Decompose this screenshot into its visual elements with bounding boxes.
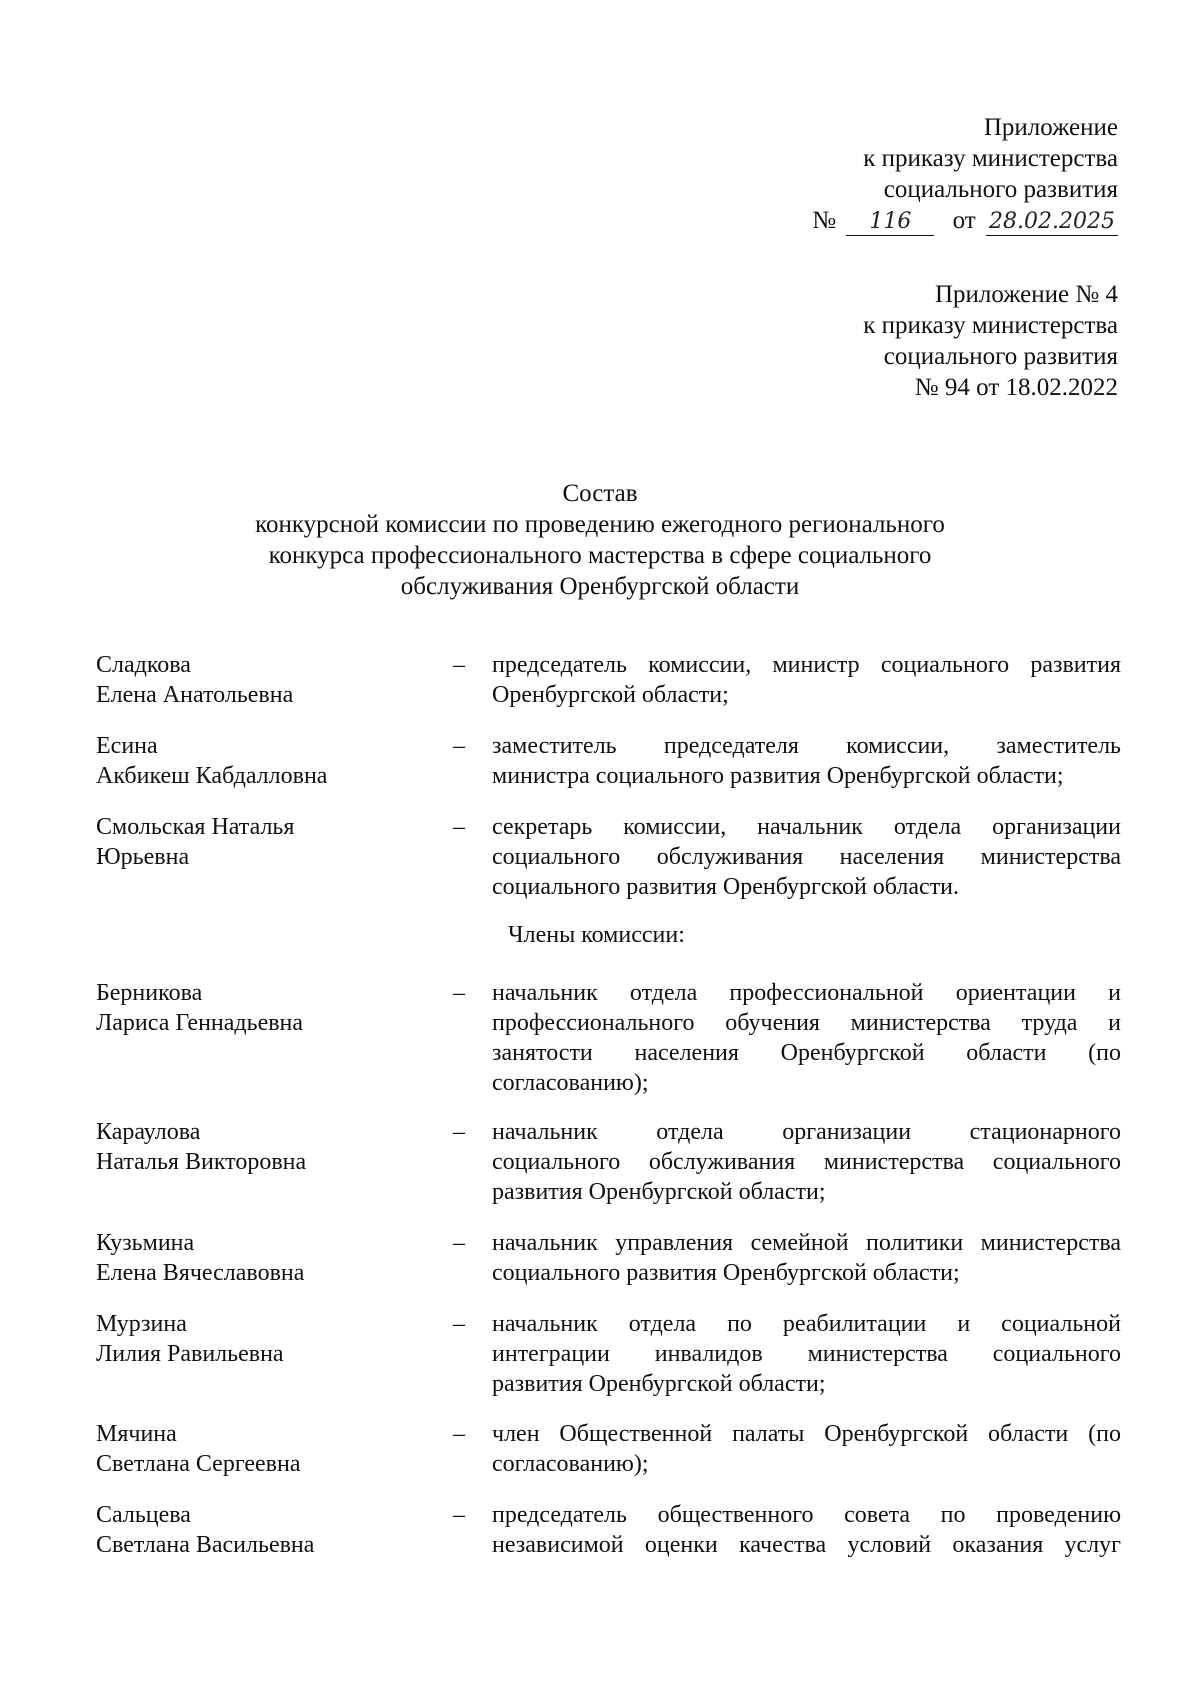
- person-name-line: Лариса Геннадьевна: [96, 1010, 304, 1036]
- dash-separator: –: [453, 814, 465, 840]
- person-role: [492, 1228, 1121, 1288]
- person-name-line: Наталья Викторовна: [96, 1149, 307, 1175]
- dash-separator: –: [453, 1230, 465, 1256]
- person-role-line: начальник отдела по реабилитации и социальной: [492, 1311, 1121, 1337]
- roster-row: [96, 1117, 1121, 1207]
- person-role: [492, 1500, 1121, 1560]
- person-role-line: согласованию);: [492, 1070, 649, 1096]
- person-role: [492, 1117, 1121, 1207]
- person-name-line: Светлана Васильевна: [96, 1532, 315, 1558]
- appendix-current-line3: социального развития: [883, 176, 1118, 203]
- person-role-line: председатель общественного совета по проведению: [492, 1502, 1121, 1528]
- roster-row: [96, 650, 1121, 710]
- person-role-line: развития Оренбургской области;: [492, 1179, 826, 1205]
- person-role-line: член Общественной палаты Оренбургской области (по: [492, 1421, 1121, 1447]
- roster-row: [96, 731, 1121, 791]
- person-role-line: согласованию);: [492, 1451, 649, 1477]
- person-name: [96, 1117, 426, 1207]
- person-role-line: председатель комиссии, министр социального развития: [492, 652, 1121, 678]
- person-role-line: социального развития Оренбургской области;: [492, 1260, 960, 1286]
- person-role-line: независимой оценки качества условий оказания услуг: [492, 1532, 1121, 1558]
- roster-row: [96, 812, 1121, 902]
- members-header: Члены комиссии:: [508, 922, 685, 948]
- dash-separator: –: [453, 980, 465, 1006]
- person-role: [492, 1419, 1121, 1479]
- appendix-previous-line1: Приложение № 4: [934, 281, 1118, 308]
- person-name: [96, 1309, 426, 1399]
- appendix-current-line1: Приложение: [983, 114, 1118, 141]
- person-name: [96, 1419, 426, 1479]
- person-role-line: министра социального развития Оренбургской области;: [492, 763, 1064, 789]
- roster-row: [96, 1419, 1121, 1479]
- person-role: [492, 812, 1121, 902]
- person-name-line: Елена Вячеславовна: [96, 1260, 305, 1286]
- person-name-line: Берникова: [96, 980, 203, 1006]
- person-role: [492, 731, 1121, 791]
- appendix-previous-line3: социального развития: [883, 343, 1118, 370]
- person-name-line: Сальцева: [96, 1502, 191, 1528]
- person-name-line: Сладкова: [96, 652, 191, 678]
- appendix-current-number-line: [812, 205, 1118, 236]
- person-name-line: Есина: [96, 733, 158, 759]
- number-label: №: [812, 207, 837, 234]
- person-name: [96, 1500, 426, 1560]
- person-role-line: начальник отдела организации стационарного: [492, 1119, 1121, 1145]
- roster-row: [96, 1500, 1121, 1560]
- title-line4: обслуживания Оренбургской области: [400, 573, 800, 600]
- person-name: [96, 812, 426, 902]
- appendix-previous-header: [863, 279, 1118, 403]
- person-role: [492, 978, 1121, 1098]
- roster-row: [96, 1309, 1121, 1399]
- person-role-line: социального развития Оренбургской области.: [492, 874, 960, 900]
- person-name-line: Мячина: [96, 1421, 177, 1447]
- appendix-current-line2: к приказу министерства: [863, 145, 1118, 172]
- person-name-line: Юрьевна: [96, 844, 190, 870]
- person-name-line: Лилия Равильевна: [96, 1341, 284, 1367]
- dash-separator: –: [453, 652, 465, 678]
- person-role-line: начальник отдела профессиональной ориентации и: [492, 980, 1121, 1006]
- person-role-line: социального обслуживания министерства социального: [492, 1149, 1121, 1175]
- person-name-line: Светлана Сергеевна: [96, 1451, 301, 1477]
- dash-separator: –: [453, 1502, 465, 1528]
- person-name-line: Мурзина: [96, 1311, 187, 1337]
- person-role: [492, 650, 1121, 710]
- person-name-line: Караулова: [96, 1119, 201, 1145]
- person-name-line: Смольская Наталья: [96, 814, 295, 840]
- person-role-line: секретарь комиссии, начальник отдела организации: [492, 814, 1121, 840]
- roster-row: [96, 978, 1121, 1098]
- person-name: [96, 650, 426, 710]
- person-role: [492, 1309, 1121, 1399]
- title-line2: конкурсной комиссии по проведению ежегодного регионального: [255, 511, 945, 538]
- person-role-line: профессионального обучения министерства труда и: [492, 1010, 1121, 1036]
- handwritten-date: 28.02.2025: [986, 209, 1118, 236]
- person-name: [96, 731, 426, 791]
- person-role-line: развития Оренбургской области;: [492, 1371, 826, 1397]
- appendix-previous-line2: к приказу министерства: [863, 312, 1118, 339]
- person-role-line: социального обслуживания населения министерства: [492, 844, 1121, 870]
- document-title: [0, 478, 1200, 602]
- person-role-line: заместитель председателя комиссии, заместитель: [492, 733, 1121, 759]
- person-name-line: Елена Анатольевна: [96, 682, 294, 708]
- person-role-line: занятости населения Оренбургской области (по: [492, 1040, 1121, 1066]
- person-role-line: начальник управления семейной политики министерства: [492, 1230, 1121, 1256]
- person-name-line: Акбикеш Кабдалловна: [96, 763, 328, 789]
- dash-separator: –: [453, 1119, 465, 1145]
- roster-row: [96, 1228, 1121, 1288]
- dash-separator: –: [453, 733, 465, 759]
- handwritten-number: 116: [846, 209, 934, 236]
- dash-separator: –: [453, 1421, 465, 1447]
- title-line3: конкурса профессионального мастерства в сфере социального: [268, 542, 932, 569]
- person-role-line: Оренбургской области;: [492, 682, 729, 708]
- appendix-previous-line4: № 94 от 18.02.2022: [914, 374, 1118, 401]
- person-role-line: интеграции инвалидов министерства социального: [492, 1341, 1121, 1367]
- dash-separator: –: [453, 1311, 465, 1337]
- appendix-current-header: [812, 112, 1118, 236]
- person-name: [96, 1228, 426, 1288]
- person-name: [96, 978, 426, 1098]
- title-line1: Состав: [562, 480, 638, 507]
- date-label: от: [952, 207, 976, 234]
- person-name-line: Кузьмина: [96, 1230, 195, 1256]
